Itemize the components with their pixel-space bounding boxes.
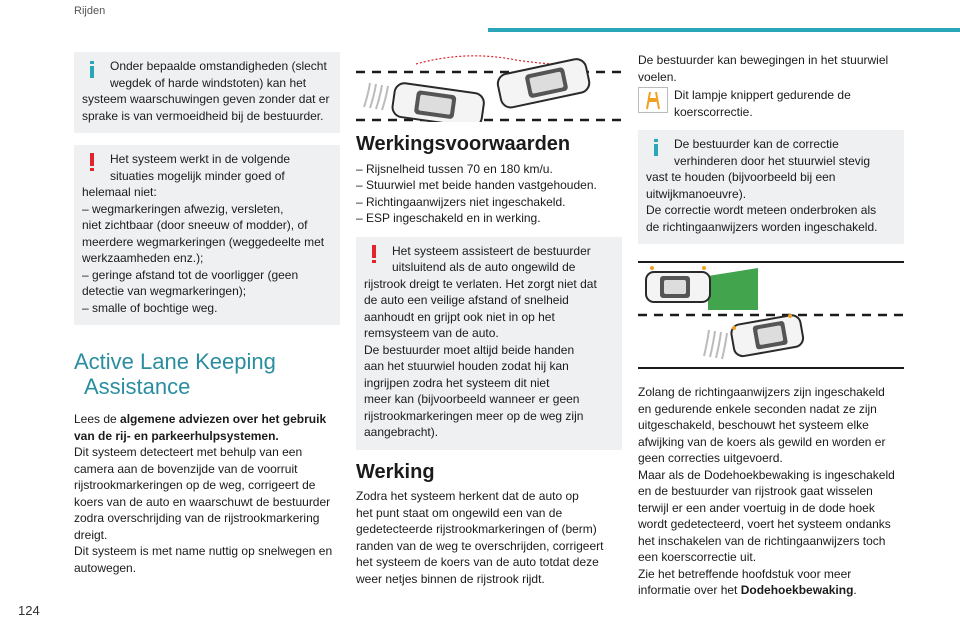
lamp-row xyxy=(638,87,904,120)
warning-line: – wegmarkeringen afwezig, versleten, xyxy=(82,201,284,216)
warning-line: meerdere wegmarkeringen (weggedeelte met xyxy=(82,234,325,249)
body-line: randen van de weg te overschrijden, corrigeert xyxy=(356,538,604,553)
warning-line: meer kan (bijvoorbeeld wanneer er geen xyxy=(364,392,580,406)
warning-line: aan het stuurwiel houden zodat hij kan xyxy=(364,359,569,373)
lamp-text: koerscorrectie. xyxy=(674,104,753,119)
body-line: afwijking van de koers als gewild en worden er xyxy=(638,434,886,449)
column-1 xyxy=(74,52,340,576)
body-line: De bestuurder kan bewegingen in het stuurwiel xyxy=(638,53,889,67)
body-line: geen correcties uitgevoerd. xyxy=(638,451,783,465)
body-line: gedetecteerde rijstrookmarkeringen of (berm) xyxy=(356,522,597,536)
warning-line: de auto een veilige afstand of snelheid xyxy=(364,293,569,307)
heading-conditions: Werkingsvoorwaarden xyxy=(356,133,571,155)
info-line: De correctie wordt meteen onderbroken als xyxy=(646,203,877,217)
body-line: koers van de auto en waarschuwt de bestuurder xyxy=(74,494,331,509)
body-line: en gedurende enkele seconden nadat ze zijn xyxy=(638,401,877,416)
condition-item: – ESP ingeschakeld en in werking. xyxy=(356,211,541,225)
column-2 xyxy=(356,52,622,587)
body-line: Maar als de Dodehoekbewaking is ingeschakeld xyxy=(638,467,895,482)
warning-note-first: Het systeem assisteert de bestuurder uitsluitend als de auto ongewild de xyxy=(392,243,591,274)
title-line-2: Assistance xyxy=(84,374,191,399)
body-line: zodra overschrijding van de rijstrookmarkering xyxy=(74,511,320,525)
info-line: de richtingaanwijzers worden ingeschakeld. xyxy=(646,219,878,234)
exclamation-icon xyxy=(82,152,102,172)
body-line: dreigt. xyxy=(74,527,108,542)
body-line: Zie het betreffende hoofdstuk voor meer xyxy=(638,566,852,581)
intro-prefix: Lees de xyxy=(74,412,121,426)
body-line-last xyxy=(638,582,904,599)
column-3 xyxy=(638,52,904,599)
blind-spot-illustration xyxy=(638,256,904,374)
last-prefix: informatie over het xyxy=(638,583,741,597)
body-line: camera aan de bovenzijde van de voorruit xyxy=(74,461,298,476)
warning-note xyxy=(356,237,622,450)
info-icon xyxy=(82,59,102,79)
warning-line: niet zichtbaar (door sneeuw of modder), of xyxy=(82,218,308,232)
warning-line: werkzaamheden enz.); xyxy=(82,251,204,265)
exclamation-icon xyxy=(364,244,384,264)
body-line: autowegen. xyxy=(74,560,137,575)
body-line: een koerscorrectie uit. xyxy=(638,550,757,564)
warning-line: remsysteem van de auto. xyxy=(364,326,499,340)
body-line: voelen. xyxy=(638,69,677,84)
body-line: Dit systeem is met name nuttig op snelwegen en xyxy=(74,544,333,558)
title-line-1: Active Lane Keeping xyxy=(74,349,276,374)
body-line: rijstrookmarkeringen op de weg, corrigeert de xyxy=(74,478,316,492)
header-accent-bar xyxy=(488,28,960,32)
body-line: Dit systeem detecteert met behulp van een xyxy=(74,445,303,459)
warning-note-first: Het systeem werkt in de volgende situaties mogelijk minder goed of xyxy=(110,152,291,183)
warning-line: rijstrookmarkeringen meer op de weg zijn xyxy=(364,408,584,423)
info-note xyxy=(74,52,340,133)
body-line: terwijl er een ander voertuig in de dode hoek xyxy=(638,500,875,515)
intro-paragraph xyxy=(74,411,340,444)
condition-item: – Stuurwiel met beide handen vastgehouden. xyxy=(356,178,597,192)
warning-line: aanhoudt en grijpt ook niet in op het xyxy=(364,309,555,324)
body-line: het inschakelen van de richtingaanwijzers toch xyxy=(638,533,886,548)
warning-line: – geringe afstand tot de voorligger (geen xyxy=(82,267,299,282)
body-line: het systeem de koers van de auto totdat deze xyxy=(356,555,599,569)
last-suffix: . xyxy=(853,583,857,597)
warning-line: ingrijpen zodra het systeem dit niet xyxy=(364,375,550,390)
lane-warning-lamp-icon xyxy=(638,87,668,113)
body-line: wordt gedetecteerd, voert het systeem ondanks xyxy=(638,517,891,531)
body-line: weer netjes binnen de rijstrook rijdt. xyxy=(356,571,545,586)
warning-line: detectie van wegmarkeringen); xyxy=(82,284,247,298)
section-label: Rijden xyxy=(74,5,106,17)
warning-line: rijstrook dreigt te verlaten. Het zorgt niet dat xyxy=(364,276,597,291)
body-line: Zolang de richtingaanwijzers zijn ingeschakeld xyxy=(638,385,885,399)
body-line: Zodra het systeem herkent dat de auto op xyxy=(356,489,579,503)
condition-item: – Richtingaanwijzers niet ingeschakeld. xyxy=(356,194,566,209)
warning-line: De bestuurder moet altijd beide handen xyxy=(364,342,575,357)
lane-departure-illustration xyxy=(356,52,622,122)
warning-line: – smalle of bochtige weg. xyxy=(82,300,218,315)
info-note-first: De bestuurder kan de correctie verhinderen door het stuurwiel stevig xyxy=(674,137,871,168)
info-note-first: Onder bepaalde omstandigheden (slecht wegdek of harde windstoten) kan het xyxy=(110,59,327,90)
body-line: en de bestuurder van rijstrook gaat wisselen xyxy=(638,484,873,498)
info-line: uitwijkmanoeuvre). xyxy=(646,186,747,201)
info-icon xyxy=(646,137,666,157)
page-title xyxy=(74,349,340,399)
body-line: uitgeschakeld, beschouwt het systeem elke xyxy=(638,418,869,432)
page-number: 124 xyxy=(18,603,40,618)
warning-line: helemaal niet: xyxy=(82,185,157,199)
info-note-rest: systeem waarschuwingen geven zonder dat er sprake is van vermoeidheid bij de bestuurder. xyxy=(82,92,330,123)
lamp-text: Dit lampje knippert gedurende de xyxy=(674,88,851,102)
warning-note xyxy=(74,145,340,325)
heading-operation: Werking xyxy=(356,460,435,483)
info-note xyxy=(638,130,904,244)
condition-item: – Rijsnelheid tussen 70 en 180 km/u. xyxy=(356,161,553,176)
blind-spot-reference: Dodehoekbewaking xyxy=(740,583,854,597)
body-line: het punt staat om ongewild een van de xyxy=(356,505,563,520)
warning-line: aangebracht). xyxy=(364,425,439,439)
info-line: vast te houden (bijvoorbeeld bij een xyxy=(646,170,836,184)
intro-bold: algemene adviezen over het gebruik van de rij- en parkeerhulpsystemen. xyxy=(74,412,327,443)
